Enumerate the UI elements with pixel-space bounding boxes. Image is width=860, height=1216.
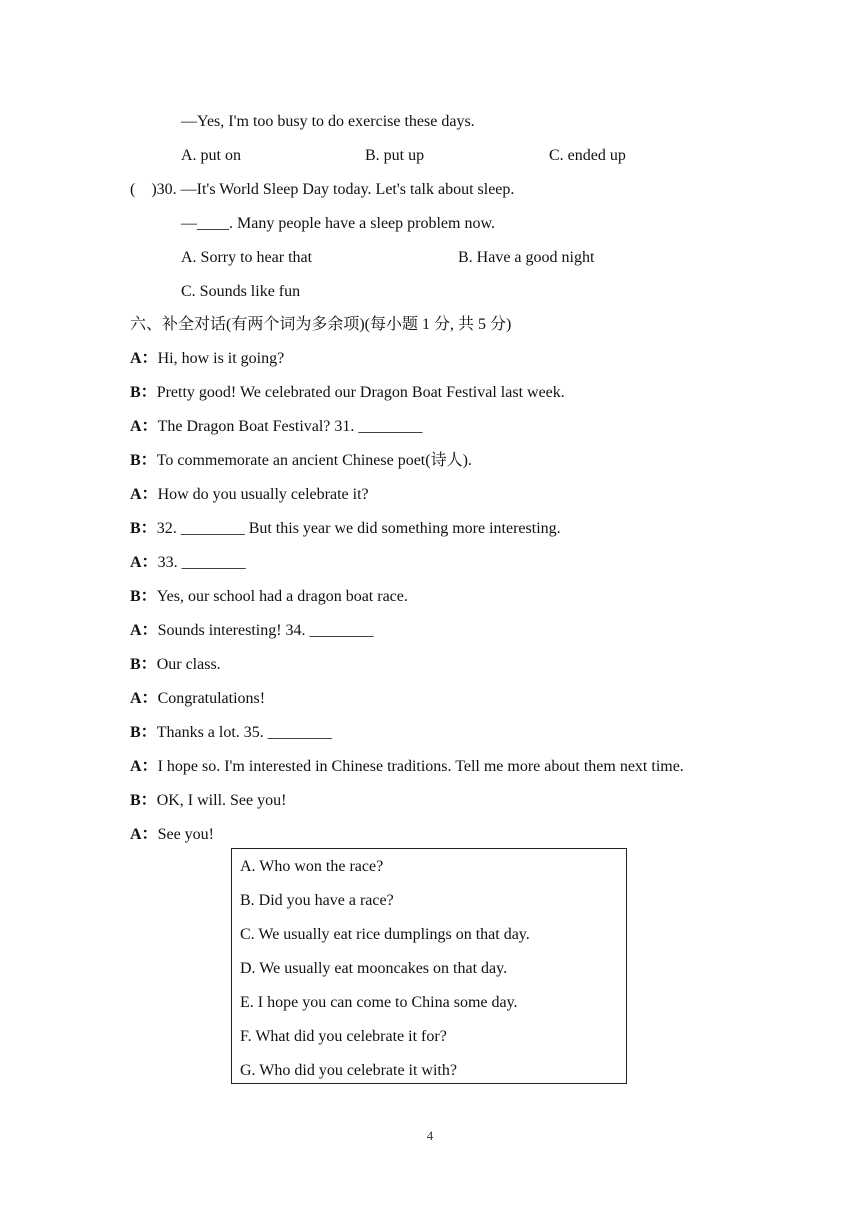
q29-option-b: B. put up — [365, 147, 425, 164]
dialogue-line — [130, 723, 332, 743]
choices-box — [231, 848, 627, 1084]
speaker-label: A： — [130, 554, 158, 571]
dialogue-line — [130, 553, 246, 573]
dialogue-text: OK, I will. See you! — [156, 792, 287, 809]
q30-stem: ( )30. —It's World Sleep Day today. Let's talk about sleep. — [130, 181, 515, 198]
q30-option-b: B. Have a good night — [458, 249, 595, 266]
speaker-label: B： — [130, 792, 157, 809]
speaker-label: A： — [130, 690, 158, 707]
section-title: 六、补全对话(有两个词为多余项)(每小题 1 分, 共 5 分) — [130, 316, 512, 333]
choice-d: D. We usually eat mooncakes on that day. — [240, 960, 508, 977]
choice-c: C. We usually eat rice dumplings on that day. — [240, 926, 530, 943]
dialogue-line — [130, 451, 472, 471]
dialogue-line — [130, 791, 286, 811]
speaker-label: A： — [130, 826, 158, 843]
dialogue-text: Our class. — [156, 656, 221, 673]
dialogue-line — [130, 587, 408, 607]
dialogue-line — [130, 757, 684, 777]
page-number: 4 — [426, 1128, 434, 1143]
choice-g: G. Who did you celebrate it with? — [240, 1062, 457, 1079]
speaker-label: A： — [130, 418, 158, 435]
dialogue-text: Yes, our school had a dragon boat race. — [156, 588, 408, 605]
dialogue-line — [130, 825, 214, 845]
dialogue-line — [130, 621, 374, 641]
speaker-label: A： — [130, 350, 158, 367]
dialogue-text: Hi, how is it going? — [157, 350, 285, 367]
dialogue-line — [130, 519, 561, 539]
dialogue-text: To commemorate an ancient Chinese poet(诗人). — [156, 452, 472, 469]
dialogue-text: How do you usually celebrate it? — [157, 486, 369, 503]
dialogue-text: 32. ________ But this year we did something more interesting. — [156, 520, 561, 537]
q30-option-a: A. Sorry to hear that — [181, 249, 313, 266]
dialogue-text: The Dragon Boat Festival? 31. ________ — [157, 418, 423, 435]
dialogue-line — [130, 383, 565, 403]
speaker-label: A： — [130, 622, 158, 639]
dialogue-text: Thanks a lot. 35. ________ — [156, 724, 332, 741]
speaker-label: A： — [130, 758, 158, 775]
dialogue-line — [130, 689, 265, 709]
dialogue-line — [130, 417, 422, 437]
dialogue-text: I hope so. I'm interested in Chinese traditions. Tell me more about them next time. — [157, 758, 684, 775]
dialogue-text: Pretty good! We celebrated our Dragon Boat Festival last week. — [156, 384, 565, 401]
q29-reply: —Yes, I'm too busy to do exercise these days. — [181, 113, 475, 130]
dialogue-line — [130, 655, 221, 675]
dialogue-text: Sounds interesting! 34. ________ — [157, 622, 374, 639]
dialogue-text: 33. ________ — [157, 554, 246, 571]
speaker-label: B： — [130, 656, 157, 673]
choice-f: F. What did you celebrate it for? — [240, 1028, 447, 1045]
choice-e: E. I hope you can come to China some day. — [240, 994, 518, 1011]
choice-a: A. Who won the race? — [240, 858, 384, 875]
q30-reply: —____. Many people have a sleep problem now. — [181, 215, 495, 232]
dialogue-line — [130, 485, 369, 505]
q29-option-c: C. ended up — [549, 147, 626, 164]
dialogue-line — [130, 349, 284, 369]
speaker-label: B： — [130, 384, 157, 401]
dialogue-text: See you! — [157, 826, 214, 843]
speaker-label: B： — [130, 452, 157, 469]
choice-b: B. Did you have a race? — [240, 892, 394, 909]
q30-option-c: C. Sounds like fun — [181, 283, 301, 300]
q29-option-a: A. put on — [181, 147, 241, 164]
dialogue-text: Congratulations! — [157, 690, 266, 707]
speaker-label: A： — [130, 486, 158, 503]
speaker-label: B： — [130, 520, 157, 537]
speaker-label: B： — [130, 588, 157, 605]
speaker-label: B： — [130, 724, 157, 741]
